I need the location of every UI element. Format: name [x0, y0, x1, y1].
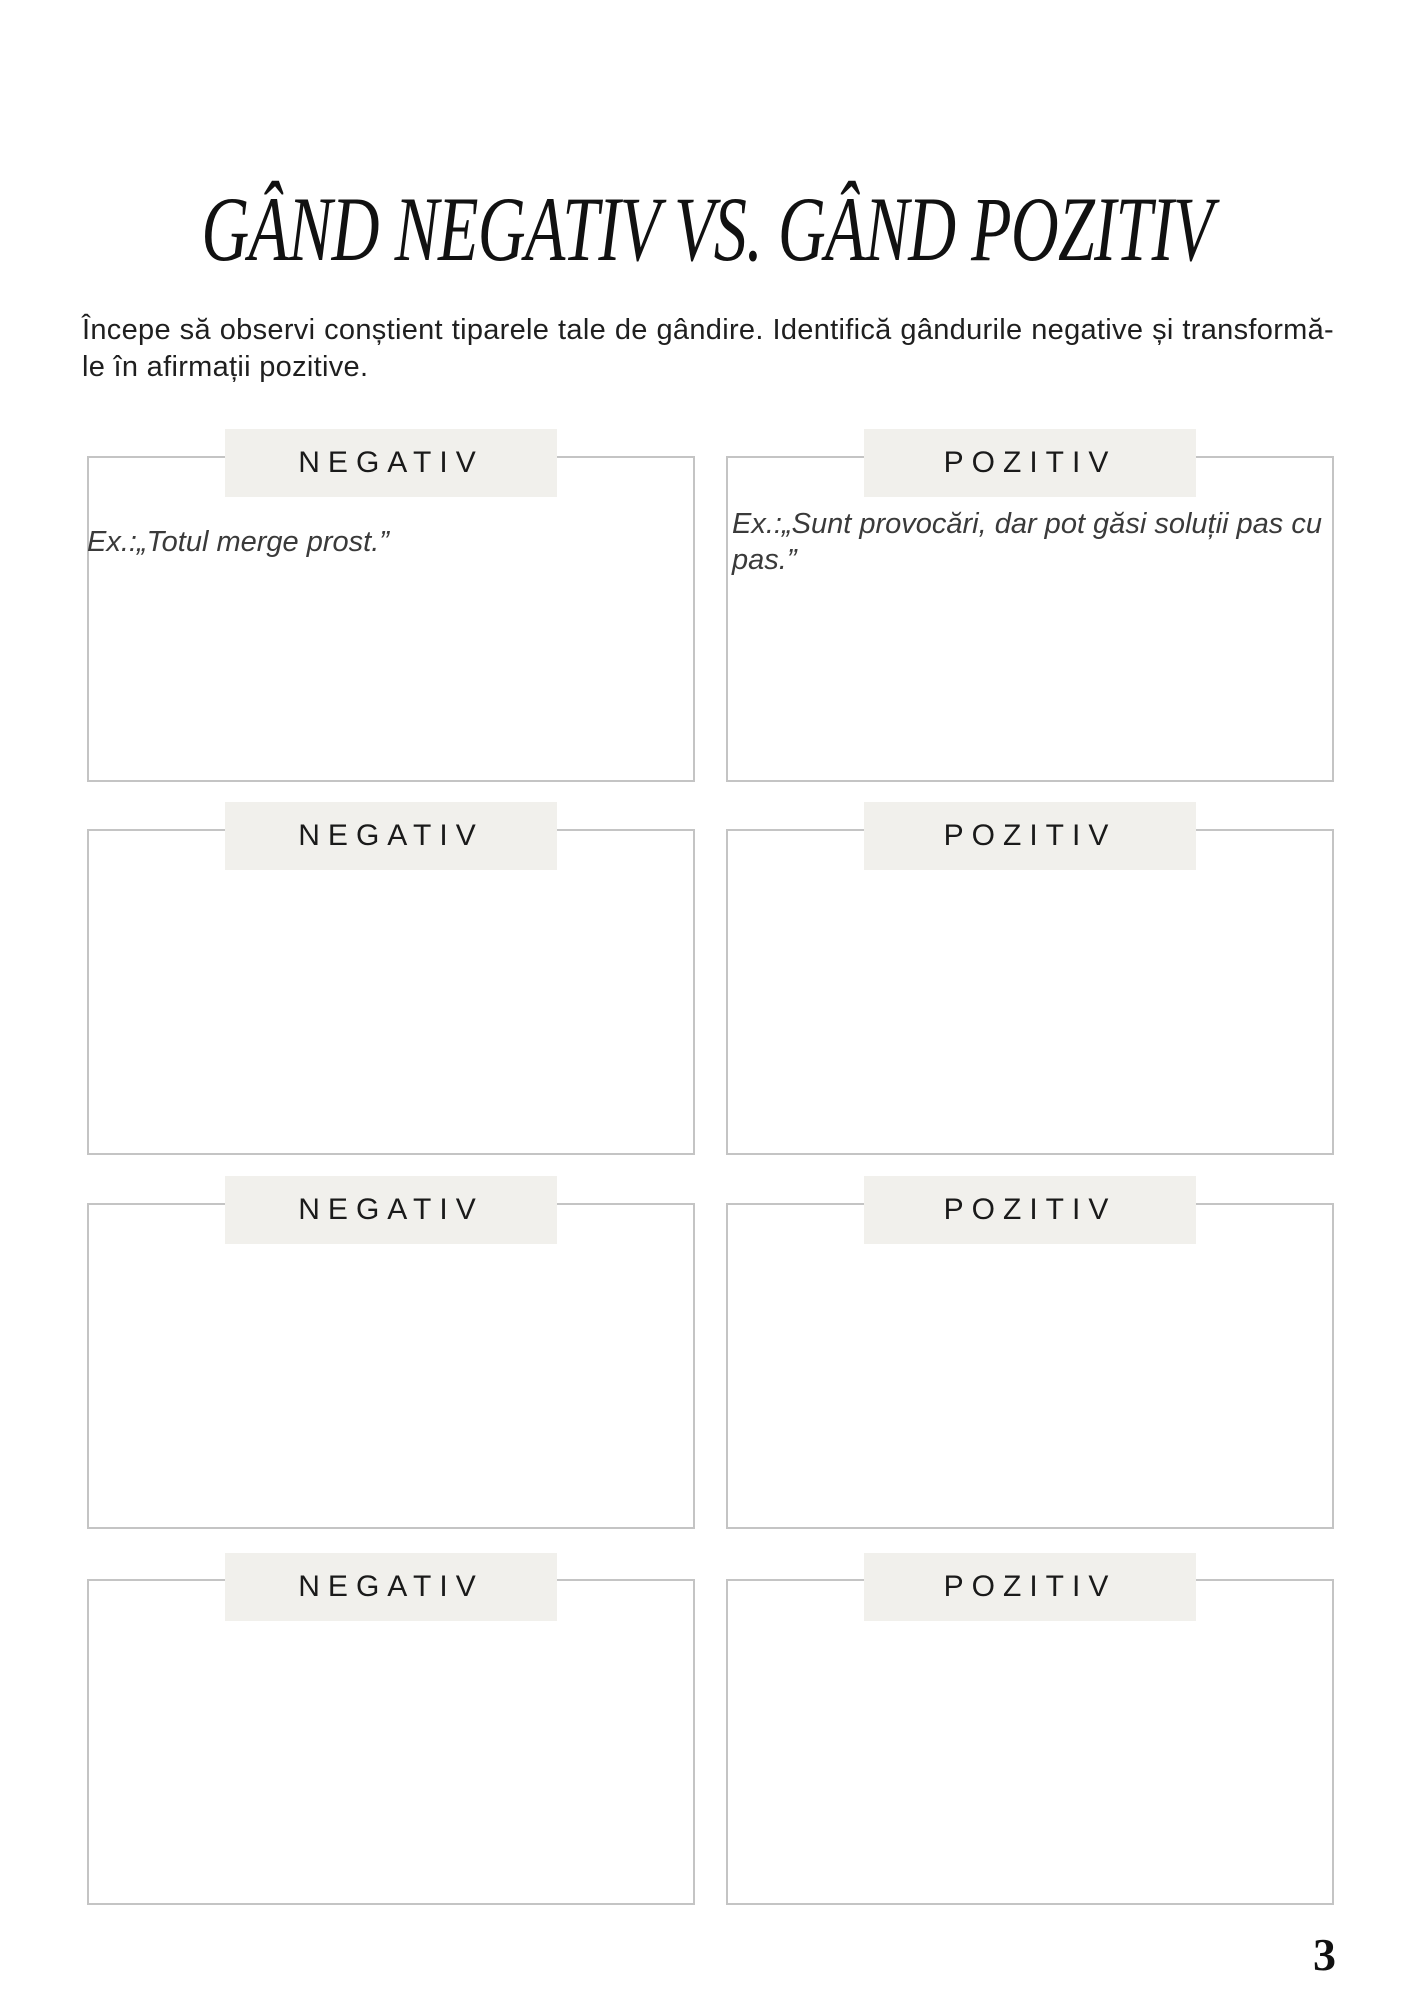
negative-thought-box[interactable]: [87, 1203, 695, 1529]
negative-label: NEGATIV: [225, 429, 557, 497]
positive-thought-box[interactable]: [726, 456, 1334, 782]
positive-label: POZITIV: [864, 429, 1196, 497]
positive-thought-box[interactable]: [726, 1203, 1334, 1529]
positive-thought-box[interactable]: [726, 829, 1334, 1155]
negative-label: NEGATIV: [225, 802, 557, 870]
positive-label: POZITIV: [864, 1176, 1196, 1244]
negative-label: NEGATIV: [225, 1553, 557, 1621]
negative-label: NEGATIV: [225, 1176, 557, 1244]
positive-label: POZITIV: [864, 802, 1196, 870]
positive-thought-box[interactable]: [726, 1579, 1334, 1905]
page-title: GÂND NEGATIV VS. GÂND POZITIV: [201, 177, 1213, 280]
page-number: 3: [1313, 1929, 1336, 1980]
intro-text: Începe să observi conștient tiparele tale de gândire. Identifică gândurile negative și transformă-le în afirmații pozitive.: [82, 314, 1334, 383]
positive-label: POZITIV: [864, 1553, 1196, 1621]
negative-example-text: Ex.:„Totul merge prost.”: [87, 526, 389, 558]
negative-thought-box[interactable]: [87, 456, 695, 782]
positive-example-text: Ex.:„Sunt provocări, dar pot găsi soluții pas cu pas.”: [732, 508, 1322, 576]
negative-thought-box[interactable]: [87, 829, 695, 1155]
negative-thought-box[interactable]: [87, 1579, 695, 1905]
